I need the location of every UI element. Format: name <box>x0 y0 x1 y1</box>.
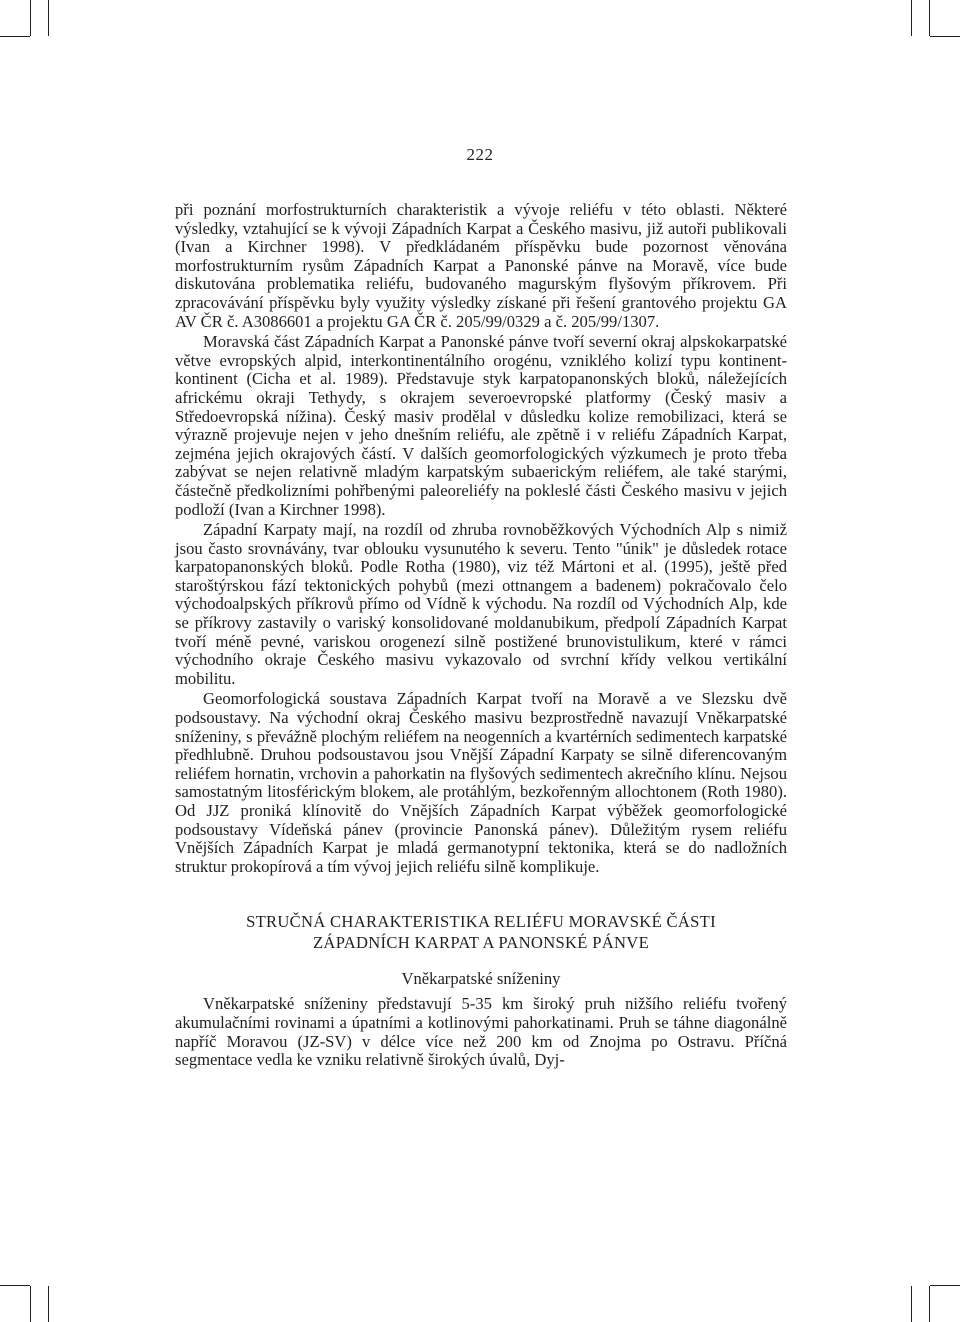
crop-mark-bottom-left-vertical-2 <box>48 1286 49 1322</box>
paragraph-geomorphological-system: Geomorfologická soustava Západních Karpat tvoří na Moravě a ve Slezsku dvě podsoustavy. Na východní okraj Českého masivu bezprostředně navazují Vněkarpatské sníženiny, s převážně plochým reliéfem na neogenních a kvartérních sedimentech karpatské předhlubně. Druhou podsoustavou jsou Vnější Západní Karpaty se silně diferencovaným reliéfem hornatin, vrchovin a pahorkatin na flyšových sedimentech akrečního klínu. Nejsou samostatným litosférickým blokem, ale protáhlým, bezkořenným allochtonem (Roth 1980). Od JJZ proniká klínovitě do Vnějších Západních Karpat výběžek geomorfologické podsoustavy Vídeňská pánev (provincie Panonská pánev). Důležitým rysem reliéfu Vnějších Západních Karpat je mladá germanotypní tektonika, která se do nadložních struktur prokopírová a tím vývoj jejich reliéfu silně komplikuje. <box>175 689 787 876</box>
section-heading <box>175 911 787 953</box>
subsection-heading: Vněkarpatské sníženiny <box>401 969 561 989</box>
crop-mark-top-right-horizontal <box>930 36 960 37</box>
crop-mark-bottom-right-vertical-2 <box>929 1286 930 1322</box>
crop-mark-top-right-vertical-2 <box>929 0 930 36</box>
paragraph-western-carpathians-arc: Západní Karpaty mají, na rozdíl od zhruba rovnoběžkových Východních Alp s nimiž jsou často srovnávány, tvar oblouku vysunutého k severu. Tento "únik" je důsledek rotace karpatopanonských bloků. Podle Rotha (1980), viz též Mártoni et al. (1995), ještě před staroštýrskou fází tektonických pohybů (mezi ottnangem a badenem) pokračovalo čelo východoalpských příkrovů přímo od Vídně k východu. Na rozdíl od Východních Alp, kde se příkrovy zastavily o variský konsolidované moldanubikum, předpolí Západních Karpat tvoří méně pevné, variskou orogenezí silně postižené brunovistulikum, které v rámci východního okraje Českého masivu vykazovalo od svrchní křídy velkou vertikální mobilitu. <box>175 520 787 688</box>
crop-mark-top-right-vertical <box>911 0 912 36</box>
crop-mark-bottom-right-horizontal <box>930 1285 960 1286</box>
page-number: 222 <box>466 145 494 164</box>
crop-mark-bottom-right-vertical <box>911 1286 912 1322</box>
crop-mark-top-left-horizontal <box>0 36 30 37</box>
section-heading-line-1: STRUČNÁ CHARAKTERISTIKA RELIÉFU MORAVSKÉ ČÁSTI <box>246 912 716 932</box>
paragraph-moravian-part: Moravská část Západních Karpat a Panonské pánve tvoří severní okraj alpskokarpatské větve evropských alpid, interkontinentálního orogénu, vzniklého kolizí typu kontinent-kontinent (Cicha et al. 1989). Představuje styk karpatopanonských bloků, náležejících africkému okraji Tethydy, s okrajem severoevropské platformy (Český masiv a Středoevropská nížina). Český masiv prodělal v důsledku kolize remobilizaci, která se výrazně projevuje nejen v jeho dnešním reliéfu, ale zpětně i v reliéfu Západních Karpat, zejména jejich okrajových částí. V dalších geomorfologických výzkumech je proto třeba zabývat se nejen relativně mladým karpatským subaerickým reliéfem, ale také starými, částečně předkolizními pohřbenými paleoreliéfy na pokleslé části Českého masivu v jejich podloží (Ivan a Kirchner 1998). <box>175 332 787 519</box>
crop-mark-bottom-left-horizontal <box>0 1285 30 1286</box>
paragraph-outer-carpathian-depressions: Vněkarpatské sníženiny představují 5-35 km široký pruh nižšího reliéfu tvořený akumulačními rovinami a úpatními a kotlinovými pahorkatinami. Pruh se táhne diagonálně napříč Moravou (JZ-SV) v délce více než 200 km od Znojma po Ostravu. Příčná segmentace vedla ke vzniku relativně širokých úvalů, Dyj- <box>175 994 787 1070</box>
page-body <box>175 201 787 1070</box>
crop-mark-top-left-vertical <box>30 0 31 36</box>
paragraph-intro-continuation: při poznání morfostrukturních charakteristik a vývoje reliéfu v této oblasti. Některé výsledky, vztahující se k vývoji Západních Karpat a Českého masivu, již autoři publikovali (Ivan a Kirchner 1998). V předkládaném příspěvku bude pozornost věnována morfostrukturním rysům Západních Karpat a Panonské pánve na Moravě, více bude diskutována problematika reliéfu, budovaného magurským flyšovým příkrovem. Při zpracovávání příspěvku byly využity výsledky získané při řešení grantového projektu GA AV ČR č. A3086601 a projektu GA ČR č. 205/99/0329 a č. 205/99/1307. <box>175 200 787 331</box>
section-heading-line-2: ZÁPADNÍCH KARPAT A PANONSKÉ PÁNVE <box>312 933 650 953</box>
crop-mark-bottom-left-vertical <box>30 1286 31 1322</box>
crop-mark-top-left-vertical-2 <box>48 0 49 36</box>
